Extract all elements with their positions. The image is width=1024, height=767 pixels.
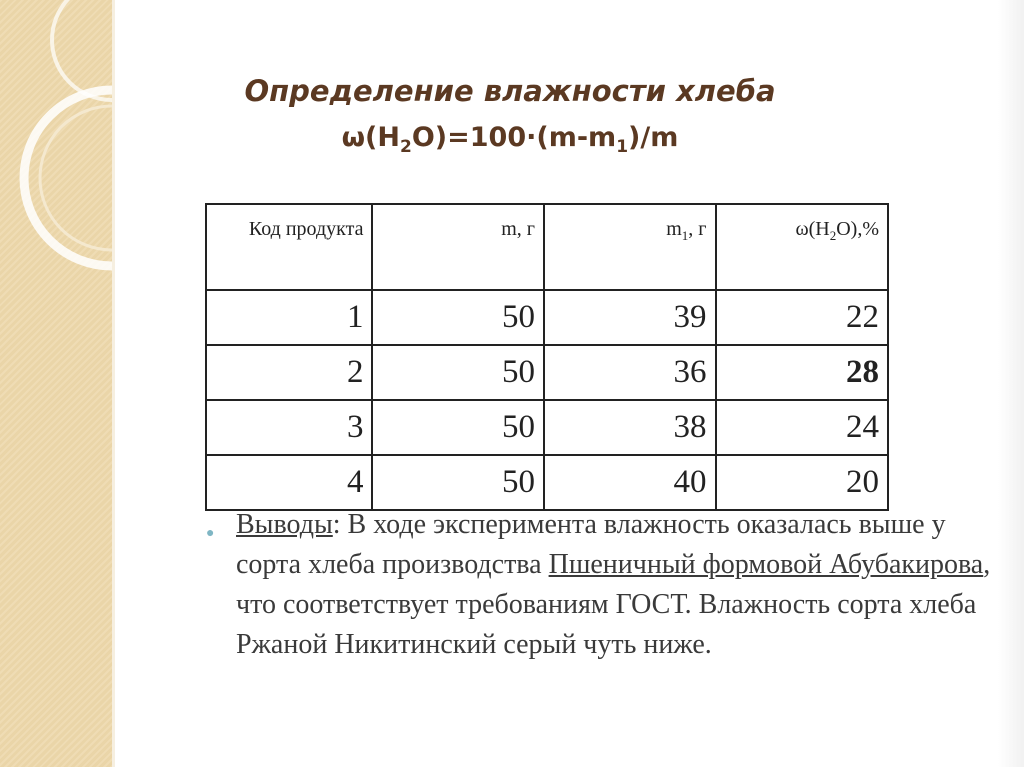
cell-mass-dry: 39 (544, 290, 716, 345)
cell-mass: 50 (372, 345, 544, 400)
table-row (206, 290, 888, 345)
table-row (206, 345, 888, 400)
cell-code: 1 (206, 290, 372, 345)
conclusion-highlight: Пшеничный формовой Абубакирова (548, 549, 984, 580)
cell-mass-dry: 36 (544, 345, 716, 400)
cell-code: 3 (206, 400, 372, 455)
right-edge-shadow (998, 0, 1024, 767)
table-header-row (206, 204, 888, 290)
header-product-code: Код продукта (206, 204, 372, 290)
decorative-circles (0, 0, 112, 767)
slide-title: Определение влажности хлеба (244, 74, 776, 108)
conclusion-label: Выводы (236, 509, 333, 540)
cell-mass-dry: 38 (544, 400, 716, 455)
cell-mass: 50 (372, 455, 544, 510)
cell-moisture: 22 (716, 290, 889, 345)
conclusion-block (206, 505, 996, 665)
header-moisture: $\omega(H_2O),\%$ (716, 204, 889, 290)
header-mass: m, г (372, 204, 544, 290)
cell-mass: 50 (372, 290, 544, 345)
panel-divider (112, 0, 115, 767)
decorative-side-panel (0, 0, 113, 767)
header-mass-dry: $m_1$, г (544, 204, 716, 290)
cell-code: 4 (206, 455, 372, 510)
cell-code: 2 (206, 345, 372, 400)
conclusion-text: Выводы: В ходе эксперимента влажность оказалась выше у сорта хлеба производства Пшеничный формовой Абубакирова, что соответствует требованиям ГОСТ. Влажность сорта хлеба Ржаной Никитинский серый чуть ниже. (236, 509, 991, 660)
cell-moisture: 24 (716, 400, 889, 455)
moisture-data-table (205, 203, 889, 511)
table-row (206, 455, 888, 510)
moisture-formula: $\omega(H_2O)=100\cdot(m-m_1)/m$ (341, 122, 679, 157)
cell-moisture: 20 (716, 455, 889, 510)
cell-mass-dry: 40 (544, 455, 716, 510)
cell-mass: 50 (372, 400, 544, 455)
table-row (206, 400, 888, 455)
cell-moisture-highlight: 28 (716, 345, 889, 400)
bullet-icon: ● (206, 526, 215, 541)
